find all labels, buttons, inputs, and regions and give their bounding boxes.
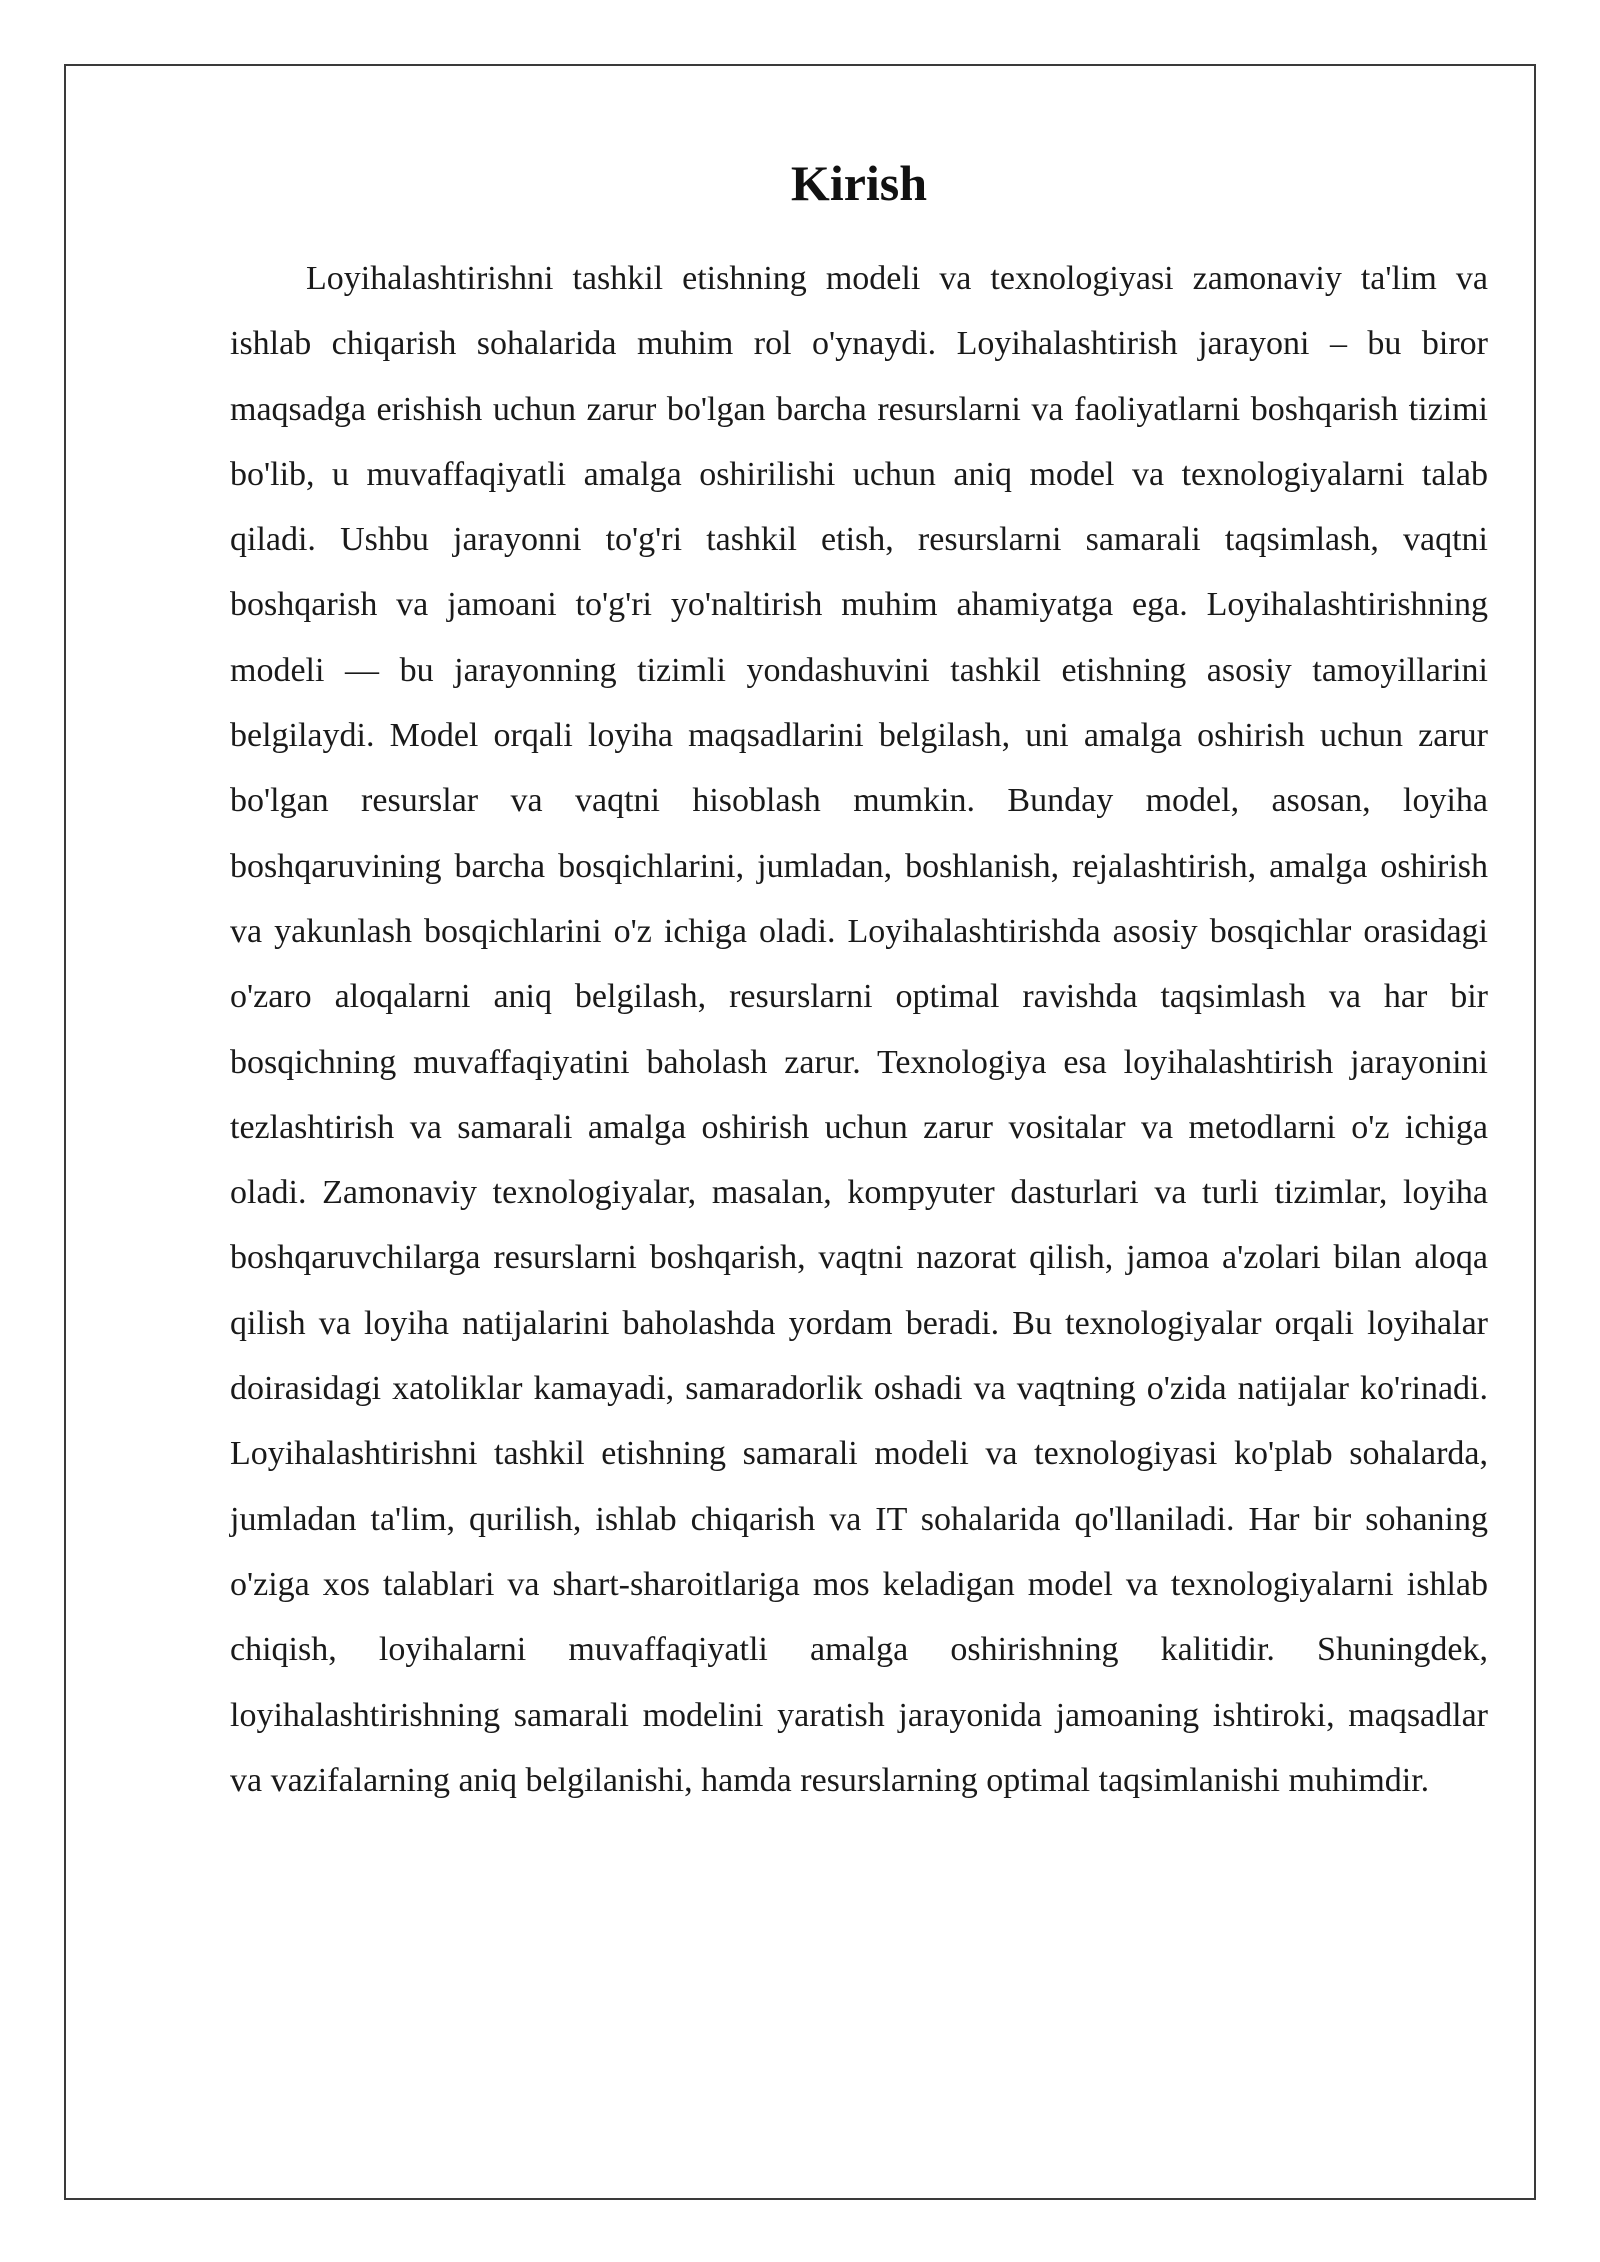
document-body: [230, 150, 1488, 1813]
document-title: Kirish: [790, 155, 928, 211]
body-paragraph: Loyihalashtirishni tashkil etishning modeli va texnologiyasi zamonaviy ta'lim va ishlab chiqarish sohalarida muhim rol o'ynaydi. Loyihalashtirish jarayoni – bu biror maqsadga erishish uchun zarur bo'lgan barcha resurslarni va faoliyatlarni boshqarish tizimi bo'lib, u muvaffaqiyatli amalga oshirilishi uchun aniq model va texnologiyalarni talab qiladi. Ushbu jarayonni to'g'ri tashkil etish, resurslarni samarali taqsimlash, vaqtni boshqarish va jamoani to'g'ri yo'naltirish muhim ahamiyatga ega. Loyihalashtirishning modeli — bu jarayonning tizimli yondashuvini tashkil etishning asosiy tamoyillarini belgilaydi. Model orqali loyiha maqsadlarini belgilash, uni amalga oshirish uchun zarur bo'lgan resurslar va vaqtni hisoblash mumkin. Bunday model, asosan, loyiha boshqaruvining barcha bosqichlarini, jumladan, boshlanish, rejalashtirish, amalga oshirish va yakunlash bosqichlarini o'z ichiga oladi. Loyihalashtirishda asosiy bosqichlar orasidagi o'zaro aloqalarni aniq belgilash, resurslarni optimal ravishda taqsimlash va har bir bosqichning muvaffaqiyatini baholash zarur. Texnologiya esa loyihalashtirish jarayonini tezlashtirish va samarali amalga oshirish uchun zarur vositalar va metodlarni o'z ichiga oladi. Zamonaviy texnologiyalar, masalan, kompyuter dasturlari va turli tizimlar, loyiha boshqaruvchilarga resurslarni boshqarish, vaqtni nazorat qilish, jamoa a'zolari bilan aloqa qilish va loyiha natijalarini baholashda yordam beradi. Bu texnologiyalar orqali loyihalar doirasidagi xatoliklar kamayadi, samaradorlik oshadi va vaqtning o'zida natijalar ko'rinadi. Loyihalashtirishni tashkil etishning samarali modeli va texnologiyasi ko'plab sohalarda, jumladan ta'lim, qurilish, ishlab chiqarish va IT sohalarida qo'llaniladi. Har bir sohaning o'ziga xos talablari va shart-sharoitlariga mos keladigan model va texnologiyalarni ishlab chiqish, loyihalarni muvaffaqiyatli amalga oshirishning kalitidir. Shuningdek, loyihalashtirishning samarali modelini yaratish jarayonida jamoaning ishtiroki, maqsadlar va vazifalarning aniq belgilanishi, hamda resurslarning optimal taqsimlanishi muhimdir.: [230, 260, 1488, 1799]
